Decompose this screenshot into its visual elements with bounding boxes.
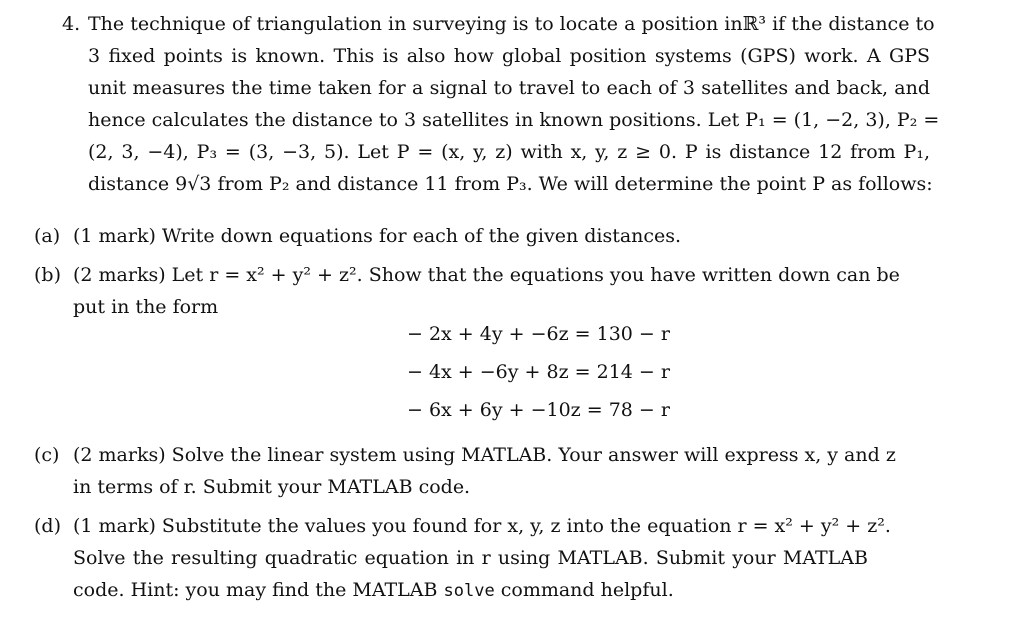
part-line: (1 mark) Substitute the values you found for x, y, z into the equation r = x² + y² + z². [73, 515, 891, 537]
part-line-tail: command helpful. [494, 579, 674, 601]
part-line: put in the form [73, 296, 219, 318]
equation-1: − 2x + 4y + −6z = 130 − r [407, 323, 670, 345]
equation-3: − 6x + 6y + −10z = 78 − r [407, 399, 670, 421]
part-line: (1 mark) Write down equations for each of the given distances. [73, 225, 682, 247]
intro-line: hence calculates the distance to 3 satellites in known positions. Let P₁ = (1, −2, 3), P₂ = [88, 109, 940, 131]
problem-intro [88, 8, 940, 200]
part-line-last [73, 574, 868, 607]
problem-number: 4. [62, 13, 81, 35]
intro-line: (2, 3, −4), P₃ = (3, −3, 5). Let P = (x, y, z) with x, y, z ≥ 0. P is distance 12 from P₁, [88, 141, 930, 163]
part-line: (2 marks) Solve the linear system using MATLAB. Your answer will express x, y and z [73, 444, 896, 466]
part-label: (d) [34, 515, 61, 537]
part-label: (b) [34, 264, 61, 286]
equation-2: − 4x + −6y + 8z = 214 − r [407, 361, 670, 383]
part-body [73, 510, 891, 607]
matlab-code-word: solve [443, 581, 495, 601]
part-body [73, 439, 896, 503]
part-line: Solve the resulting quadratic equation in r using MATLAB. Submit your MATLAB [73, 547, 868, 569]
part-line: in terms of r. Submit your MATLAB code. [73, 476, 471, 498]
part-line-text: code. Hint: you may find the MATLAB [73, 579, 444, 601]
intro-line: unit measures the time taken for a signal to travel to each of 3 satellites and back, and [88, 77, 930, 99]
part-body [73, 220, 868, 252]
intro-line: 3 fixed points is known. This is also how global position systems (GPS) work. A GPS [88, 45, 930, 67]
intro-line: distance 9√3 from P₂ and distance 11 from P₃. We will determine the point P as follows: [88, 173, 933, 195]
part-body [73, 259, 900, 323]
part-label: (c) [34, 444, 60, 466]
intro-line: The technique of triangulation in surveying is to locate a position inℝ³ if the distance to [88, 13, 935, 35]
part-label: (a) [34, 225, 61, 247]
part-line: (2 marks) Let r = x² + y² + z². Show that the equations you have written down can be [73, 264, 900, 286]
